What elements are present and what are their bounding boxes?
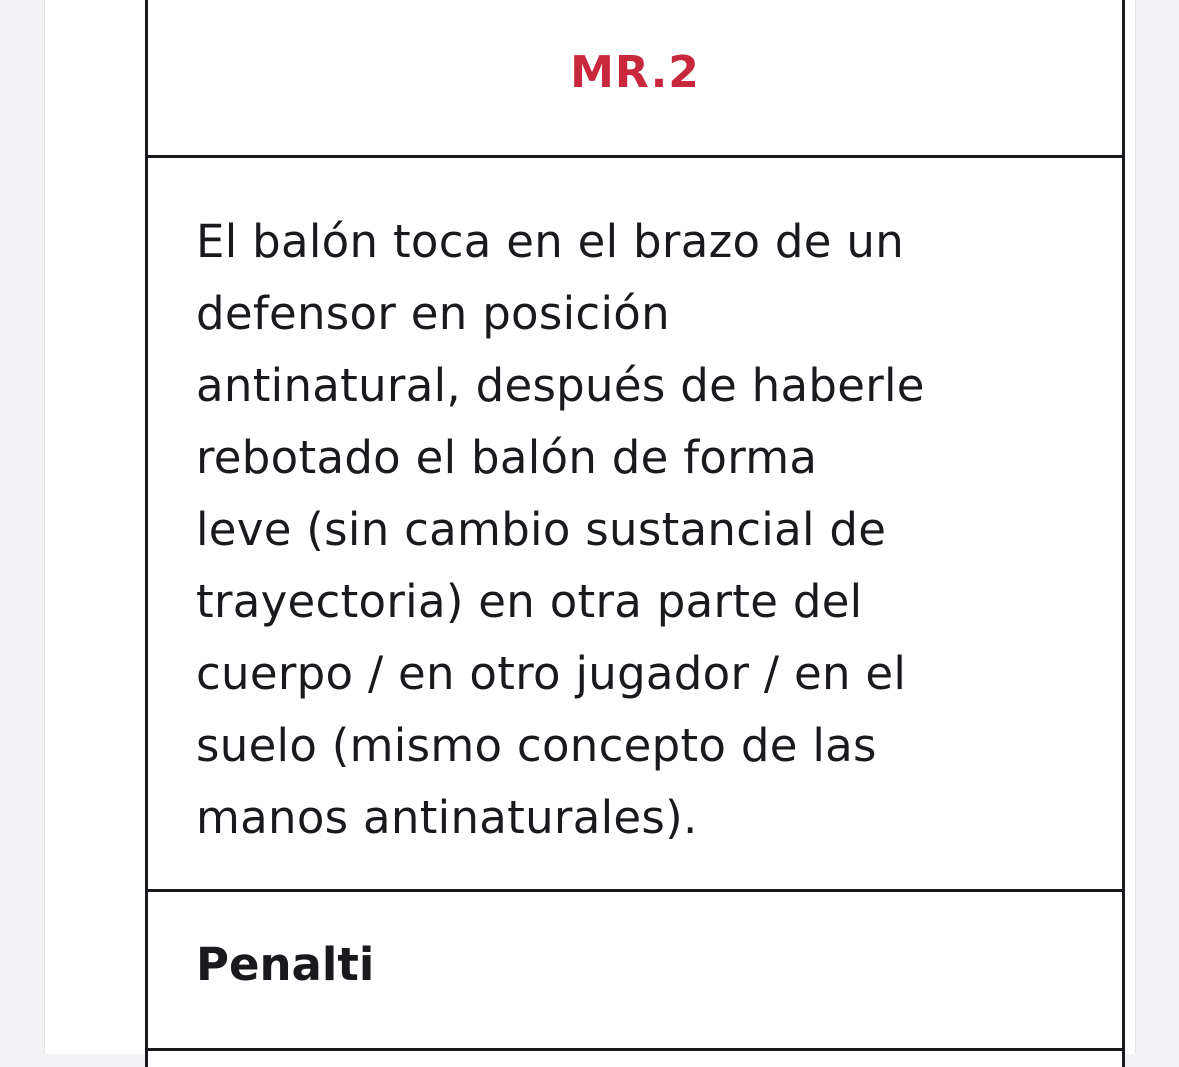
rule-verdict: Penalti [196,938,375,991]
rule-description: El balón toca en el brazo de un defensor en posición antinatural, después de haberle rebotado el balón de forma leve (sin cambio sustancial de trayectoria) en otra parte del cuerpo / en otro jugador / en el suelo (mismo concepto de las manos antinaturales). [196,215,925,844]
document-page [44,0,1136,1054]
rule-table [145,0,1125,1067]
rule-code: MR.2 [570,47,700,98]
rule-code-row [148,0,1122,158]
rule-verdict-row [148,892,1122,1051]
rule-description-row [148,158,1122,892]
